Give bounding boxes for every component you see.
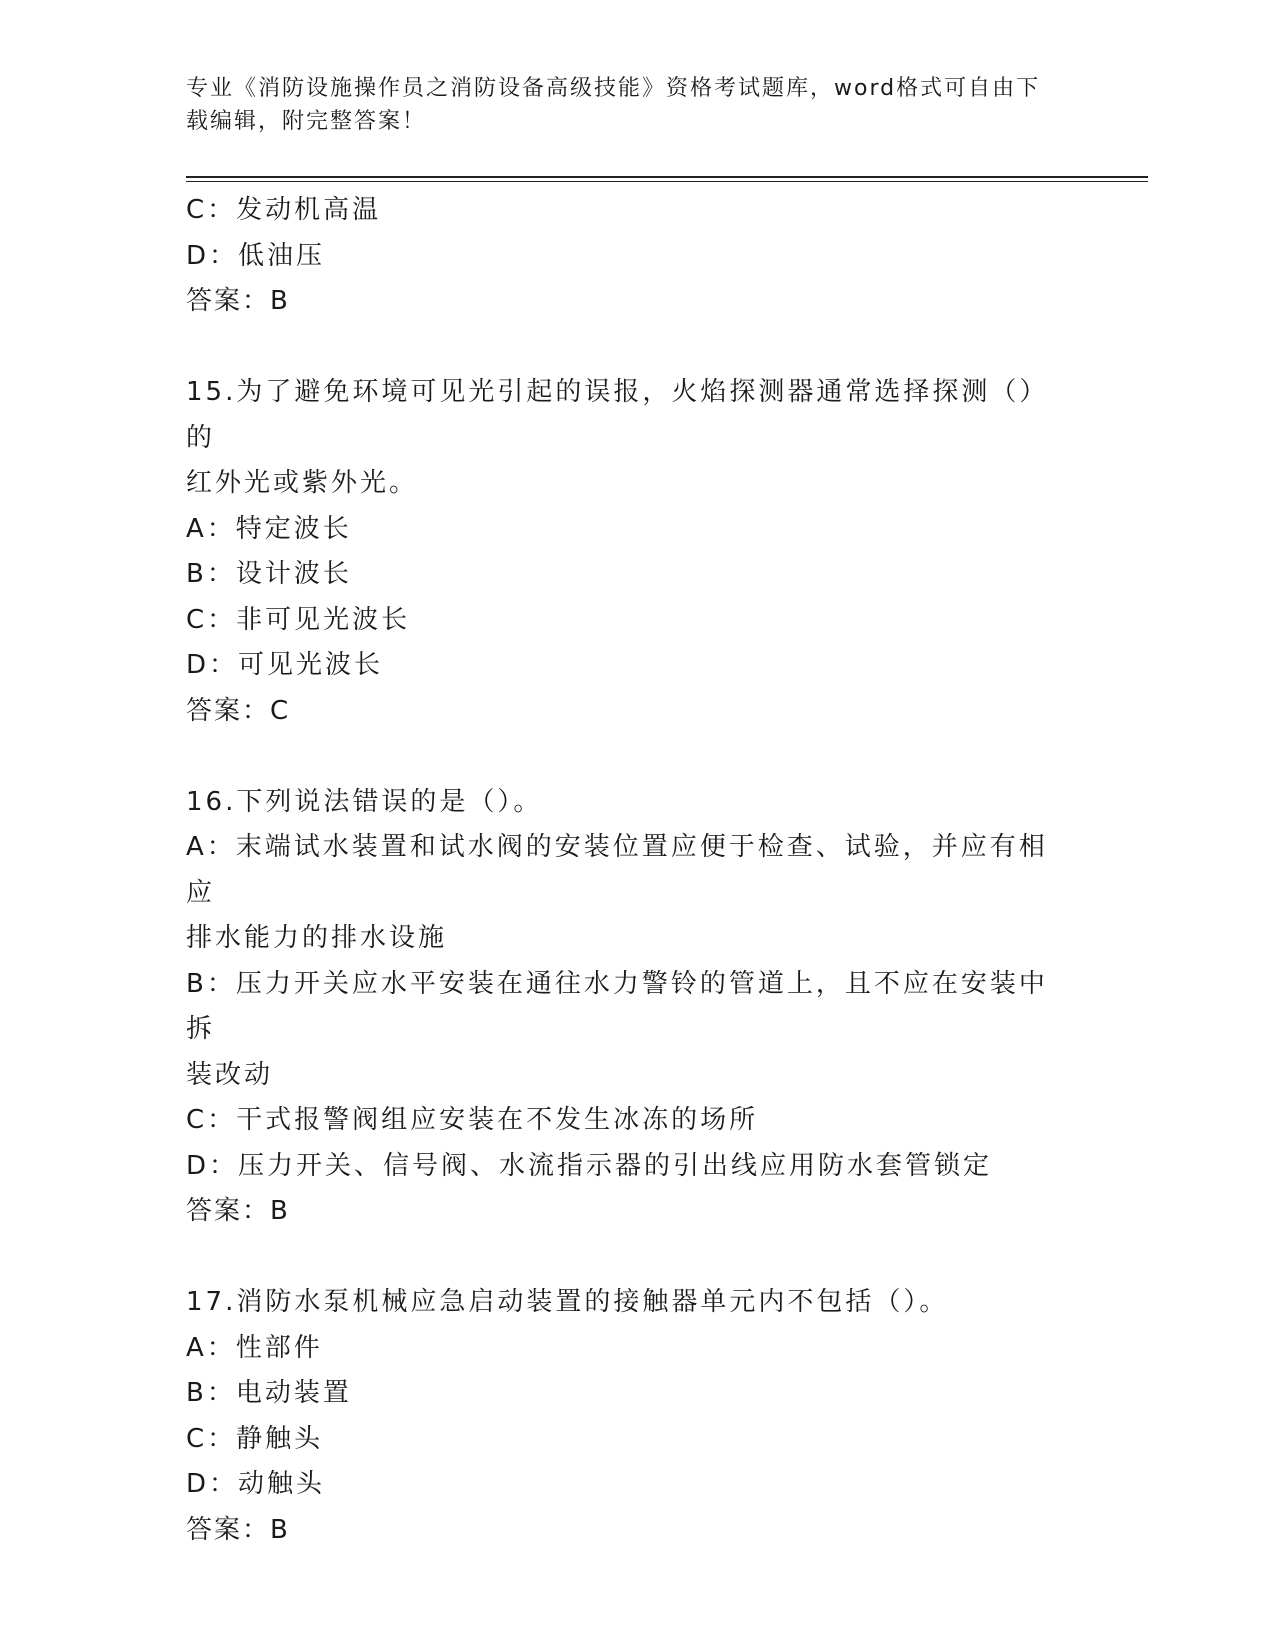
header-line-2: 载编辑，附完整答案！ [186, 109, 427, 134]
stem-line-1: 下列说法错误的是（）。 [236, 786, 543, 817]
answer-line [186, 1189, 1066, 1235]
option-a: A：末端试水装置和试水阀的安装位置应便于检查、试验，并应有相应 [186, 832, 1048, 908]
option-a: A：特定波长 [186, 513, 352, 544]
option-c: C：静触头 [186, 1423, 324, 1454]
question-number: 16. [186, 786, 237, 817]
stem-line-2: 红外光或紫外光。 [186, 468, 419, 498]
option-d: D：低油压 [186, 240, 326, 271]
question-stem [186, 370, 1066, 461]
header-rule-thin [186, 181, 1148, 182]
page-header [186, 72, 1066, 138]
question-content [186, 188, 1066, 1553]
option-d: D：动触头 [186, 1469, 326, 1499]
option-a-continued: 排水能力的排水设施 [186, 923, 448, 953]
answer-line [186, 689, 1066, 735]
stem-line-1: 消防水泵机械应急启动装置的接触器单元内不包括（）。 [236, 1287, 949, 1317]
option-d: D：压力开关、信号阀、水流指示器的引出线应用防水套管锁定 [186, 1150, 993, 1181]
stem-line-1: 为了避免环境可见光引起的误报，火焰探测器通常选择探测（）的 [186, 377, 1049, 453]
answer-line [186, 279, 1066, 325]
option-b-continued: 装改动 [186, 1059, 274, 1090]
header-rule-thick [186, 176, 1148, 178]
answer-value: B [270, 1514, 290, 1545]
option-c: C：干式报警阀组应安装在不发生冰冻的场所 [186, 1105, 759, 1135]
answer-label: 答案： [186, 1196, 271, 1226]
question-17 [186, 1280, 1066, 1553]
answer-value: B [270, 1196, 290, 1226]
question-number: 15. [186, 377, 237, 407]
option-c: C：发动机高温 [186, 195, 382, 225]
answer-label: 答案： [186, 286, 271, 316]
option-b: B：电动装置 [186, 1378, 352, 1408]
answer-value: B [270, 286, 290, 316]
answer-label: 答案： [186, 1514, 271, 1545]
question-number: 17. [186, 1287, 237, 1317]
option-d: D：可见光波长 [186, 650, 384, 680]
option-b: B：压力开关应水平安装在通往水力警铃的管道上，且不应在安装中拆 [186, 968, 1048, 1044]
answer-value: C [270, 695, 291, 726]
question-16 [186, 780, 1066, 1235]
carry-over-block [186, 188, 1066, 325]
question-15 [186, 370, 1066, 734]
option-a: A：性部件 [186, 1332, 323, 1363]
option-c: C：非可见光波长 [186, 604, 411, 635]
question-stem [186, 1280, 1066, 1326]
answer-line [186, 1508, 1066, 1554]
option-b: B：设计波长 [186, 559, 352, 589]
question-stem [186, 780, 1066, 826]
answer-label: 答案： [186, 695, 271, 726]
header-line-1: 专业《消防设施操作员之消防设备高级技能》资格考试题库，word格式可自由下 [186, 76, 1041, 101]
